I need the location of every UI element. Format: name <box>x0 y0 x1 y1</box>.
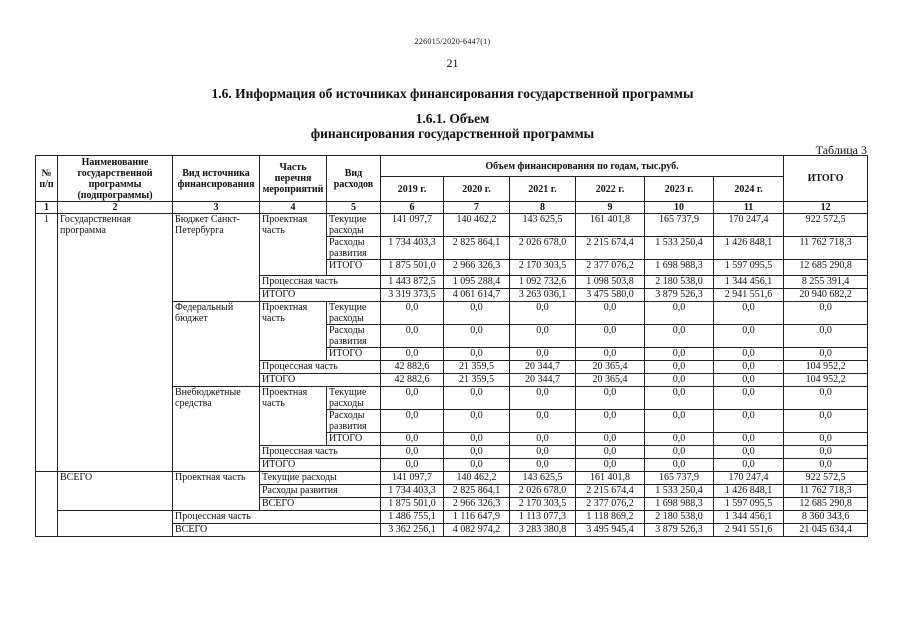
section-title: 1.6. Информация об источниках финансирования государственной программы <box>211 86 694 101</box>
value-cell: 11 762 718,3 <box>784 485 868 498</box>
value-cell: 2 377 076,2 <box>576 498 645 511</box>
value-cell: 0,0 <box>444 410 510 433</box>
value-cell: 104 952,2 <box>784 361 868 374</box>
value-cell: 161 401,8 <box>576 214 645 237</box>
value-cell: 4 061 614,7 <box>444 289 510 302</box>
expense-current: Текущие расходы <box>260 472 381 485</box>
value-cell: 922 572,5 <box>784 214 868 237</box>
header-year: 2024 г. <box>714 177 784 202</box>
value-cell: 2 825 864,1 <box>444 237 510 260</box>
value-cell: 1 113 077,3 <box>510 511 576 524</box>
grand-total-empty <box>58 511 173 537</box>
value-cell: 0,0 <box>645 446 714 459</box>
part-process: Процессная часть <box>260 446 381 459</box>
row-number: 1 <box>36 214 58 472</box>
header-total: ИТОГО <box>784 156 868 202</box>
table-label: Таблица 3 <box>815 143 867 157</box>
value-cell: 0,0 <box>645 361 714 374</box>
value-cell: 1 426 848,1 <box>714 237 784 260</box>
header-expense-type: Вид расходов <box>327 156 381 202</box>
value-cell: 140 462,2 <box>444 472 510 485</box>
value-cell: 0,0 <box>381 348 444 361</box>
value-cell: 12 685 290,8 <box>784 260 868 276</box>
value-cell: 8 255 391,4 <box>784 276 868 289</box>
header-year: 2023 г. <box>645 177 714 202</box>
value-cell: 3 319 373,5 <box>381 289 444 302</box>
row-number-empty <box>36 472 58 537</box>
value-cell: 20 365,4 <box>576 361 645 374</box>
column-number: 4 <box>260 202 327 214</box>
value-cell: 0,0 <box>714 433 784 446</box>
value-cell: 1 875 501,0 <box>381 260 444 276</box>
value-cell: 1 875 501,0 <box>381 498 444 511</box>
value-cell: 3 263 036,1 <box>510 289 576 302</box>
value-cell: 0,0 <box>576 446 645 459</box>
value-cell: 143 625,5 <box>510 214 576 237</box>
value-cell: 2 215 674,4 <box>576 237 645 260</box>
value-cell: 0,0 <box>784 410 868 433</box>
value-cell: 0,0 <box>645 433 714 446</box>
value-cell: 0,0 <box>714 361 784 374</box>
header-source: Вид источника финансирования <box>173 156 260 202</box>
value-cell: 0,0 <box>714 302 784 325</box>
part-project: Проектная часть <box>173 472 260 511</box>
column-number: 11 <box>714 202 784 214</box>
value-cell: 2 825 864,1 <box>444 485 510 498</box>
value-cell: 42 882,6 <box>381 361 444 374</box>
value-cell: 170 247,4 <box>714 214 784 237</box>
value-cell: 3 475 580,0 <box>576 289 645 302</box>
column-number: 1 <box>36 202 58 214</box>
value-cell: 1 443 872,5 <box>381 276 444 289</box>
value-cell: 0,0 <box>444 325 510 348</box>
source-total: ИТОГО <box>260 459 381 472</box>
header-row <box>36 156 868 177</box>
value-cell: 2 941 551,6 <box>714 289 784 302</box>
value-cell: 0,0 <box>510 446 576 459</box>
value-cell: 2 941 551,6 <box>714 524 784 537</box>
value-cell: 0,0 <box>645 325 714 348</box>
subsection-subtitle: финансирования государственной программы <box>310 126 595 141</box>
expense-development: Расходы развития <box>327 325 381 348</box>
value-cell: 42 882,6 <box>381 374 444 387</box>
value-cell: 0,0 <box>784 387 868 410</box>
table-row <box>36 214 868 237</box>
grand-total-label: ВСЕГО <box>58 472 173 511</box>
value-cell: 0,0 <box>714 459 784 472</box>
expense-development: Расходы развития <box>260 485 381 498</box>
expense-total: ИТОГО <box>327 433 381 446</box>
value-cell: 0,0 <box>714 374 784 387</box>
value-cell: 0,0 <box>510 325 576 348</box>
value-cell: 0,0 <box>714 446 784 459</box>
value-cell: 0,0 <box>576 302 645 325</box>
table-row <box>36 511 868 524</box>
value-cell: 2 215 674,4 <box>576 485 645 498</box>
source-spb-budget: Бюджет Санкт-Петербурга <box>173 214 260 302</box>
value-cell: 0,0 <box>645 459 714 472</box>
value-cell: 3 879 526,3 <box>645 289 714 302</box>
value-cell: 1 698 988,3 <box>645 260 714 276</box>
value-cell: 161 401,8 <box>576 472 645 485</box>
value-cell: 0,0 <box>381 325 444 348</box>
value-cell: 21 045 634,4 <box>784 524 868 537</box>
header-year: 2022 г. <box>576 177 645 202</box>
value-cell: 3 362 256,1 <box>381 524 444 537</box>
header-program-name: Наименование государственной программы (подпрограммы) <box>58 156 173 202</box>
value-cell: 170 247,4 <box>714 472 784 485</box>
value-cell: 1 098 503,8 <box>576 276 645 289</box>
value-cell: 21 359,5 <box>444 361 510 374</box>
column-number: 8 <box>510 202 576 214</box>
value-cell: 2 180 538,0 <box>645 276 714 289</box>
value-cell: 3 879 526,3 <box>645 524 714 537</box>
column-number: 7 <box>444 202 510 214</box>
column-number: 9 <box>576 202 645 214</box>
part-project: Проектная часть <box>260 214 327 276</box>
value-cell: 0,0 <box>444 446 510 459</box>
value-cell: 20 365,4 <box>576 374 645 387</box>
value-cell: 0,0 <box>645 302 714 325</box>
value-cell: 2 180 538,0 <box>645 511 714 524</box>
value-cell: 0,0 <box>381 410 444 433</box>
value-cell: 1 118 869,2 <box>576 511 645 524</box>
value-cell: 0,0 <box>714 348 784 361</box>
source-extrabudgetary: Внебюджетные средства <box>173 387 260 472</box>
value-cell: 2 170 303,5 <box>510 498 576 511</box>
column-number: 10 <box>645 202 714 214</box>
value-cell: 0,0 <box>576 410 645 433</box>
value-cell: 1 344 456,1 <box>714 276 784 289</box>
header-part: Часть перечня мероприятий <box>260 156 327 202</box>
value-cell: 0,0 <box>381 433 444 446</box>
column-number: 2 <box>58 202 173 214</box>
value-cell: 0,0 <box>444 302 510 325</box>
header-volume: Объем финансирования по годам, тыс.руб. <box>381 156 784 177</box>
document-id: 226015/2020-6447(1) <box>414 37 491 46</box>
header-year: 2020 г. <box>444 177 510 202</box>
header-year: 2019 г. <box>381 177 444 202</box>
value-cell: 21 359,5 <box>444 374 510 387</box>
value-cell: 0,0 <box>714 325 784 348</box>
expense-current: Текущие расходы <box>327 302 381 325</box>
value-cell: 1 092 732,6 <box>510 276 576 289</box>
part-project: Проектная часть <box>260 302 327 361</box>
expense-current: Текущие расходы <box>327 387 381 410</box>
value-cell: 0,0 <box>576 348 645 361</box>
part-process: Процессная часть <box>260 276 381 289</box>
value-cell: 3 495 945,4 <box>576 524 645 537</box>
value-cell: 0,0 <box>645 374 714 387</box>
header-year: 2021 г. <box>510 177 576 202</box>
value-cell: 0,0 <box>784 446 868 459</box>
value-cell: 2 377 076,2 <box>576 260 645 276</box>
source-total: ИТОГО <box>260 289 381 302</box>
value-cell: 0,0 <box>510 433 576 446</box>
value-cell: 2 026 678,0 <box>510 485 576 498</box>
expense-total: ВСЕГО <box>260 498 381 511</box>
value-cell: 0,0 <box>784 459 868 472</box>
expense-total: ИТОГО <box>327 260 381 276</box>
value-cell: 11 762 718,3 <box>784 237 868 260</box>
source-federal-budget: Федеральный бюджет <box>173 302 260 387</box>
table-row <box>36 472 868 485</box>
column-number: 12 <box>784 202 868 214</box>
value-cell: 1 344 456,1 <box>714 511 784 524</box>
value-cell: 20 940 682,2 <box>784 289 868 302</box>
value-cell: 1 486 755,1 <box>381 511 444 524</box>
value-cell: 165 737,9 <box>645 472 714 485</box>
column-number-row <box>36 202 868 214</box>
value-cell: 0,0 <box>645 410 714 433</box>
value-cell: 0,0 <box>784 433 868 446</box>
value-cell: 0,0 <box>784 348 868 361</box>
financing-table <box>35 155 868 537</box>
value-cell: 104 952,2 <box>784 374 868 387</box>
grand-total: ВСЕГО <box>173 524 381 537</box>
value-cell: 4 082 974,2 <box>444 524 510 537</box>
value-cell: 1 734 403,3 <box>381 485 444 498</box>
value-cell: 0,0 <box>510 410 576 433</box>
value-cell: 0,0 <box>784 325 868 348</box>
value-cell: 0,0 <box>444 387 510 410</box>
value-cell: 0,0 <box>714 387 784 410</box>
column-number: 3 <box>173 202 260 214</box>
value-cell: 0,0 <box>510 459 576 472</box>
value-cell: 2 026 678,0 <box>510 237 576 260</box>
value-cell: 0,0 <box>510 348 576 361</box>
value-cell: 12 685 290,8 <box>784 498 868 511</box>
value-cell: 140 462,2 <box>444 214 510 237</box>
value-cell: 20 344,7 <box>510 374 576 387</box>
value-cell: 0,0 <box>576 433 645 446</box>
value-cell: 3 283 380,8 <box>510 524 576 537</box>
column-number: 5 <box>327 202 381 214</box>
value-cell: 1 734 403,3 <box>381 237 444 260</box>
value-cell: 0,0 <box>381 446 444 459</box>
value-cell: 0,0 <box>510 302 576 325</box>
value-cell: 1 597 095,5 <box>714 498 784 511</box>
value-cell: 0,0 <box>714 410 784 433</box>
value-cell: 0,0 <box>381 387 444 410</box>
part-process: Процессная часть <box>173 511 381 524</box>
expense-current: Текущие расходы <box>327 214 381 237</box>
page-number: 21 <box>446 56 459 70</box>
value-cell: 0,0 <box>444 348 510 361</box>
program-name: Государственная программа <box>58 214 173 472</box>
value-cell: 141 097,7 <box>381 472 444 485</box>
value-cell: 1 698 988,3 <box>645 498 714 511</box>
value-cell: 2 966 326,3 <box>444 498 510 511</box>
value-cell: 20 344,7 <box>510 361 576 374</box>
value-cell: 143 625,5 <box>510 472 576 485</box>
expense-development: Расходы развития <box>327 237 381 260</box>
value-cell: 141 097,7 <box>381 214 444 237</box>
part-process: Процессная часть <box>260 361 381 374</box>
column-number: 6 <box>381 202 444 214</box>
subsection-title: 1.6.1. Объем <box>415 111 490 126</box>
value-cell: 0,0 <box>510 387 576 410</box>
value-cell: 0,0 <box>444 433 510 446</box>
expense-development: Расходы развития <box>327 410 381 433</box>
value-cell: 0,0 <box>784 302 868 325</box>
value-cell: 8 360 343,6 <box>784 511 868 524</box>
header-num: № п/п <box>36 156 58 202</box>
value-cell: 0,0 <box>381 459 444 472</box>
expense-total: ИТОГО <box>327 348 381 361</box>
value-cell: 0,0 <box>645 348 714 361</box>
value-cell: 1 116 647,9 <box>444 511 510 524</box>
value-cell: 1 426 848,1 <box>714 485 784 498</box>
value-cell: 0,0 <box>645 387 714 410</box>
source-total: ИТОГО <box>260 374 381 387</box>
value-cell: 0,0 <box>576 325 645 348</box>
value-cell: 1 533 250,4 <box>645 237 714 260</box>
value-cell: 1 533 250,4 <box>645 485 714 498</box>
value-cell: 165 737,9 <box>645 214 714 237</box>
value-cell: 0,0 <box>381 302 444 325</box>
part-project: Проектная часть <box>260 387 327 446</box>
value-cell: 2 966 326,3 <box>444 260 510 276</box>
value-cell: 2 170 303,5 <box>510 260 576 276</box>
value-cell: 922 572,5 <box>784 472 868 485</box>
value-cell: 0,0 <box>444 459 510 472</box>
value-cell: 0,0 <box>576 459 645 472</box>
value-cell: 0,0 <box>576 387 645 410</box>
value-cell: 1 597 095,5 <box>714 260 784 276</box>
value-cell: 1 095 288,4 <box>444 276 510 289</box>
